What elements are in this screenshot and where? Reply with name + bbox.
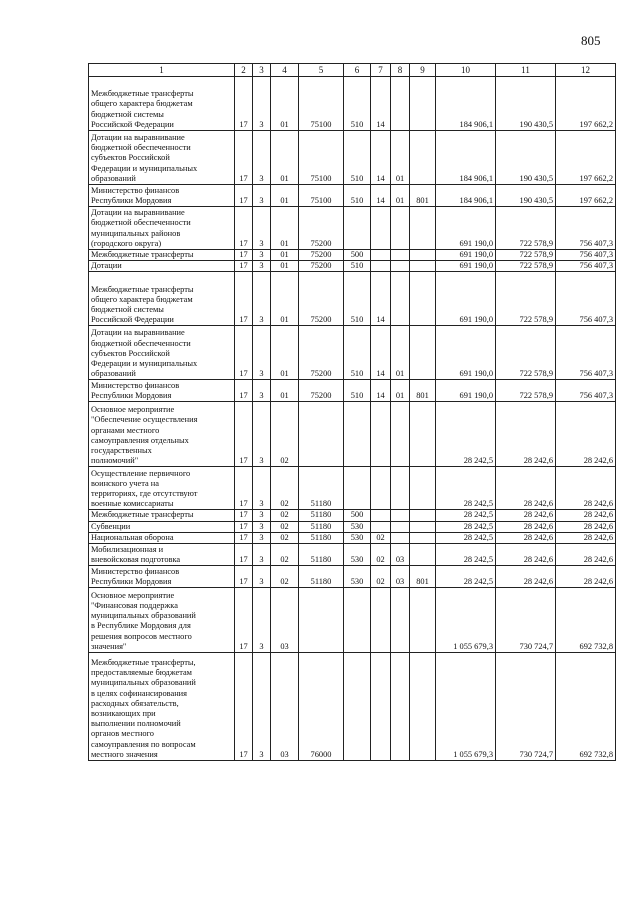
- table-cell: 756 407,3: [556, 250, 616, 261]
- table-cell: 03: [271, 653, 299, 761]
- table-cell: 17: [235, 131, 253, 185]
- table-cell: 197 662,2: [556, 131, 616, 185]
- row-label-cell: Основное мероприятие "Финансовая поддержка муниципальных образований в Республике Мордовия для решения вопросов местного значения": [89, 588, 235, 653]
- table-cell: 692 732,8: [556, 588, 616, 653]
- table-cell: 722 578,9: [496, 207, 556, 250]
- table-cell: [391, 77, 410, 131]
- table-cell: 692 732,8: [556, 653, 616, 761]
- table-cell: [410, 272, 436, 326]
- table-cell: [410, 510, 436, 521]
- table-cell: [391, 510, 410, 521]
- column-header: 1: [89, 64, 235, 77]
- table-cell: 02: [271, 544, 299, 566]
- table-cell: [391, 402, 410, 467]
- table-cell: [410, 402, 436, 467]
- table-cell: 75200: [299, 380, 344, 402]
- table-cell: 01: [271, 261, 299, 272]
- table-cell: 02: [371, 566, 391, 588]
- table-cell: 01: [271, 326, 299, 380]
- table-row: [89, 326, 616, 380]
- row-label-cell: Межбюджетные трансферты, предоставляемые бюджетам муниципальных образований в целях софинансирования расходных обязательств, возникающих при выполнении полномочий органов местного самоуправления по вопросам местного значения: [89, 653, 235, 761]
- row-label-cell: Межбюджетные трансферты общего характера бюджетам бюджетной системы Российской Федерации: [89, 272, 235, 326]
- table-cell: 01: [271, 207, 299, 250]
- table-row: [89, 131, 616, 185]
- row-label-cell: Межбюджетные трансферты: [89, 250, 235, 261]
- table-cell: 510: [344, 272, 371, 326]
- table-cell: 722 578,9: [496, 380, 556, 402]
- table-cell: 28 242,6: [496, 544, 556, 566]
- table-cell: 197 662,2: [556, 185, 616, 207]
- table-cell: 756 407,3: [556, 380, 616, 402]
- table-cell: 530: [344, 532, 371, 543]
- table-cell: 3: [253, 510, 271, 521]
- column-header: 7: [371, 64, 391, 77]
- table-cell: 14: [371, 326, 391, 380]
- column-header: 12: [556, 64, 616, 77]
- table-cell: [299, 402, 344, 467]
- table-cell: 01: [271, 77, 299, 131]
- table-cell: 3: [253, 566, 271, 588]
- table-cell: 190 430,5: [496, 131, 556, 185]
- table-header-row: [89, 64, 616, 77]
- table-cell: 01: [271, 185, 299, 207]
- table-cell: [410, 77, 436, 131]
- table-cell: 01: [391, 380, 410, 402]
- table-cell: 03: [391, 544, 410, 566]
- table-cell: 184 906,1: [436, 185, 496, 207]
- column-header: 3: [253, 64, 271, 77]
- table-cell: 3: [253, 261, 271, 272]
- table-cell: 17: [235, 207, 253, 250]
- table-cell: [410, 588, 436, 653]
- column-header: 5: [299, 64, 344, 77]
- table-cell: 28 242,6: [496, 510, 556, 521]
- table-cell: 510: [344, 185, 371, 207]
- table-cell: 28 242,5: [436, 544, 496, 566]
- row-label-cell: Межбюджетные трансферты: [89, 510, 235, 521]
- table-cell: 02: [271, 521, 299, 532]
- table-cell: 510: [344, 326, 371, 380]
- table-cell: 691 190,0: [436, 250, 496, 261]
- table-row: [89, 402, 616, 467]
- table-cell: 02: [271, 566, 299, 588]
- row-label-cell: Дотации на выравнивание бюджетной обеспеченности субъектов Российской Федерации и муниципальных образований: [89, 326, 235, 380]
- table-cell: [344, 588, 371, 653]
- column-header: 11: [496, 64, 556, 77]
- table-cell: 02: [271, 402, 299, 467]
- table-cell: 17: [235, 77, 253, 131]
- table-cell: 1 055 679,3: [436, 588, 496, 653]
- column-header: 2: [235, 64, 253, 77]
- table-cell: [371, 588, 391, 653]
- table-cell: 691 190,0: [436, 326, 496, 380]
- table-cell: [410, 261, 436, 272]
- table-cell: [391, 653, 410, 761]
- table-cell: 17: [235, 380, 253, 402]
- table-cell: [391, 250, 410, 261]
- table-cell: 28 242,6: [556, 510, 616, 521]
- table-cell: 02: [271, 510, 299, 521]
- table-cell: 730 724,7: [496, 588, 556, 653]
- table-cell: [410, 250, 436, 261]
- table-cell: 3: [253, 207, 271, 250]
- table-cell: 51180: [299, 532, 344, 543]
- table-row: [89, 272, 616, 326]
- table-cell: [410, 326, 436, 380]
- table-cell: 28 242,6: [556, 402, 616, 467]
- table-cell: 801: [410, 566, 436, 588]
- table-cell: 510: [344, 261, 371, 272]
- row-label-cell: Межбюджетные трансферты общего характера бюджетам бюджетной системы Российской Федерации: [89, 77, 235, 131]
- table-cell: 28 242,6: [556, 566, 616, 588]
- table-row: [89, 566, 616, 588]
- table-cell: 3: [253, 185, 271, 207]
- table-row: [89, 653, 616, 761]
- column-header: 9: [410, 64, 436, 77]
- table-cell: [391, 261, 410, 272]
- table-cell: 28 242,5: [436, 521, 496, 532]
- table-row: [89, 207, 616, 250]
- table-cell: [371, 510, 391, 521]
- table-cell: 756 407,3: [556, 261, 616, 272]
- table-cell: 510: [344, 131, 371, 185]
- table-cell: 28 242,6: [556, 532, 616, 543]
- table-cell: 190 430,5: [496, 77, 556, 131]
- table-cell: 01: [391, 185, 410, 207]
- table-cell: 28 242,5: [436, 510, 496, 521]
- table-cell: 722 578,9: [496, 272, 556, 326]
- column-header: 4: [271, 64, 299, 77]
- table-row: [89, 510, 616, 521]
- table-cell: 3: [253, 380, 271, 402]
- table-cell: [391, 532, 410, 543]
- table-cell: 28 242,6: [496, 402, 556, 467]
- table-cell: 510: [344, 380, 371, 402]
- table-cell: 01: [391, 131, 410, 185]
- table-cell: 28 242,5: [436, 532, 496, 543]
- table-cell: 190 430,5: [496, 185, 556, 207]
- table-cell: [410, 653, 436, 761]
- table-cell: [344, 653, 371, 761]
- row-label-cell: Министерство финансов Республики Мордовия: [89, 185, 235, 207]
- table-cell: 801: [410, 185, 436, 207]
- table-cell: 75200: [299, 207, 344, 250]
- table-row: [89, 185, 616, 207]
- table-cell: 51180: [299, 510, 344, 521]
- table-cell: 75100: [299, 185, 344, 207]
- table-cell: 3: [253, 326, 271, 380]
- table-cell: 51180: [299, 467, 344, 510]
- table-cell: 28 242,6: [556, 544, 616, 566]
- table-cell: 17: [235, 467, 253, 510]
- table-cell: 17: [235, 272, 253, 326]
- table-cell: [371, 467, 391, 510]
- table-cell: 75200: [299, 326, 344, 380]
- table-cell: [391, 521, 410, 532]
- table-row: [89, 521, 616, 532]
- row-label-cell: Министерство финансов Республики Мордовия: [89, 566, 235, 588]
- row-label-cell: Субвенции: [89, 521, 235, 532]
- table-cell: 3: [253, 467, 271, 510]
- table-cell: 14: [371, 185, 391, 207]
- table-cell: 1 055 679,3: [436, 653, 496, 761]
- table-cell: 17: [235, 326, 253, 380]
- row-label-cell: Осуществление первичного воинского учета на территориях, где отсутствуют военные комиссариаты: [89, 467, 235, 510]
- table-cell: 17: [235, 261, 253, 272]
- table-cell: 3: [253, 588, 271, 653]
- table-cell: [410, 467, 436, 510]
- table-cell: 184 906,1: [436, 131, 496, 185]
- table-cell: 17: [235, 588, 253, 653]
- table-cell: 02: [371, 532, 391, 543]
- table-cell: 3: [253, 250, 271, 261]
- table-cell: 691 190,0: [436, 380, 496, 402]
- table-cell: 28 242,5: [436, 467, 496, 510]
- table-cell: 3: [253, 521, 271, 532]
- table-cell: 530: [344, 566, 371, 588]
- table-cell: 500: [344, 250, 371, 261]
- table-cell: [410, 131, 436, 185]
- table-cell: [344, 402, 371, 467]
- table-cell: 756 407,3: [556, 207, 616, 250]
- table-row: [89, 544, 616, 566]
- table-cell: 184 906,1: [436, 77, 496, 131]
- table-cell: 3: [253, 532, 271, 543]
- table-cell: 17: [235, 250, 253, 261]
- table-cell: 28 242,6: [556, 467, 616, 510]
- table-cell: [344, 207, 371, 250]
- table-cell: 722 578,9: [496, 326, 556, 380]
- table-cell: [371, 653, 391, 761]
- table-cell: [410, 532, 436, 543]
- table-cell: [371, 521, 391, 532]
- table-cell: 75100: [299, 131, 344, 185]
- table-cell: 75200: [299, 250, 344, 261]
- row-label-cell: Национальная оборона: [89, 532, 235, 543]
- page-number: 805: [581, 33, 601, 48]
- table-cell: 14: [371, 272, 391, 326]
- table-cell: 28 242,5: [436, 566, 496, 588]
- table-cell: 17: [235, 521, 253, 532]
- table-cell: 17: [235, 402, 253, 467]
- table-cell: 17: [235, 532, 253, 543]
- table-cell: [371, 261, 391, 272]
- table-cell: 756 407,3: [556, 272, 616, 326]
- table-cell: 02: [371, 544, 391, 566]
- table-cell: [391, 272, 410, 326]
- table-row: [89, 77, 616, 131]
- table-cell: 3: [253, 77, 271, 131]
- table-cell: [391, 207, 410, 250]
- table-cell: 722 578,9: [496, 261, 556, 272]
- table-cell: [299, 588, 344, 653]
- table-cell: 530: [344, 521, 371, 532]
- row-label-cell: Мобилизационная и вневойсковая подготовка: [89, 544, 235, 566]
- table-cell: 14: [371, 131, 391, 185]
- table-cell: 14: [371, 380, 391, 402]
- table-cell: 75200: [299, 261, 344, 272]
- table-cell: 02: [271, 532, 299, 543]
- table-cell: 730 724,7: [496, 653, 556, 761]
- table-cell: 03: [391, 566, 410, 588]
- table-cell: 691 190,0: [436, 272, 496, 326]
- table-body: [89, 77, 616, 761]
- column-header: 10: [436, 64, 496, 77]
- table-cell: 14: [371, 77, 391, 131]
- table-cell: 28 242,6: [556, 521, 616, 532]
- table-cell: 02: [271, 467, 299, 510]
- table-cell: 17: [235, 653, 253, 761]
- table-row: [89, 467, 616, 510]
- table-cell: 51180: [299, 544, 344, 566]
- table-cell: 17: [235, 566, 253, 588]
- table-cell: 28 242,6: [496, 532, 556, 543]
- table-cell: 510: [344, 77, 371, 131]
- table-cell: [410, 521, 436, 532]
- column-header: 8: [391, 64, 410, 77]
- table-cell: [391, 467, 410, 510]
- table-cell: 01: [271, 250, 299, 261]
- row-label-cell: Министерство финансов Республики Мордовия: [89, 380, 235, 402]
- table-row: [89, 532, 616, 543]
- table-cell: [410, 207, 436, 250]
- table-cell: 3: [253, 653, 271, 761]
- table-cell: 500: [344, 510, 371, 521]
- table-cell: 3: [253, 131, 271, 185]
- table-cell: 01: [271, 380, 299, 402]
- budget-table: [88, 63, 616, 761]
- table-cell: 01: [271, 272, 299, 326]
- table-cell: 756 407,3: [556, 326, 616, 380]
- table-cell: 691 190,0: [436, 261, 496, 272]
- table-cell: 197 662,2: [556, 77, 616, 131]
- row-label-cell: Основное мероприятие "Обеспечение осуществления органами местного самоуправления отдельных государственных полномочий": [89, 402, 235, 467]
- table-cell: 75200: [299, 272, 344, 326]
- table-cell: [371, 207, 391, 250]
- table-cell: [371, 402, 391, 467]
- table-cell: 75100: [299, 77, 344, 131]
- table-row: [89, 261, 616, 272]
- table-cell: 801: [410, 380, 436, 402]
- table-cell: 691 190,0: [436, 207, 496, 250]
- table-cell: 17: [235, 544, 253, 566]
- table-row: [89, 380, 616, 402]
- table-cell: 17: [235, 510, 253, 521]
- table-cell: 3: [253, 272, 271, 326]
- table-cell: [391, 588, 410, 653]
- table-cell: [371, 250, 391, 261]
- table-cell: 28 242,6: [496, 467, 556, 510]
- table-cell: 530: [344, 544, 371, 566]
- table-cell: 722 578,9: [496, 250, 556, 261]
- table-cell: 76000: [299, 653, 344, 761]
- row-label-cell: Дотации на выравнивание бюджетной обеспеченности субъектов Российской Федерации и муниципальных образований: [89, 131, 235, 185]
- table-row: [89, 250, 616, 261]
- table-cell: 51180: [299, 566, 344, 588]
- row-label-cell: Дотации: [89, 261, 235, 272]
- table-cell: 28 242,5: [436, 402, 496, 467]
- table-cell: 01: [271, 131, 299, 185]
- table-cell: [344, 467, 371, 510]
- table-cell: 28 242,6: [496, 566, 556, 588]
- table-cell: 51180: [299, 521, 344, 532]
- table-cell: 17: [235, 185, 253, 207]
- table-cell: 28 242,6: [496, 521, 556, 532]
- table-cell: [410, 544, 436, 566]
- table-row: [89, 588, 616, 653]
- table-cell: 3: [253, 544, 271, 566]
- table-cell: 01: [391, 326, 410, 380]
- table-cell: 03: [271, 588, 299, 653]
- table-cell: 3: [253, 402, 271, 467]
- column-header: 6: [344, 64, 371, 77]
- row-label-cell: Дотации на выравнивание бюджетной обеспеченности муниципальных районов (городского округа): [89, 207, 235, 250]
